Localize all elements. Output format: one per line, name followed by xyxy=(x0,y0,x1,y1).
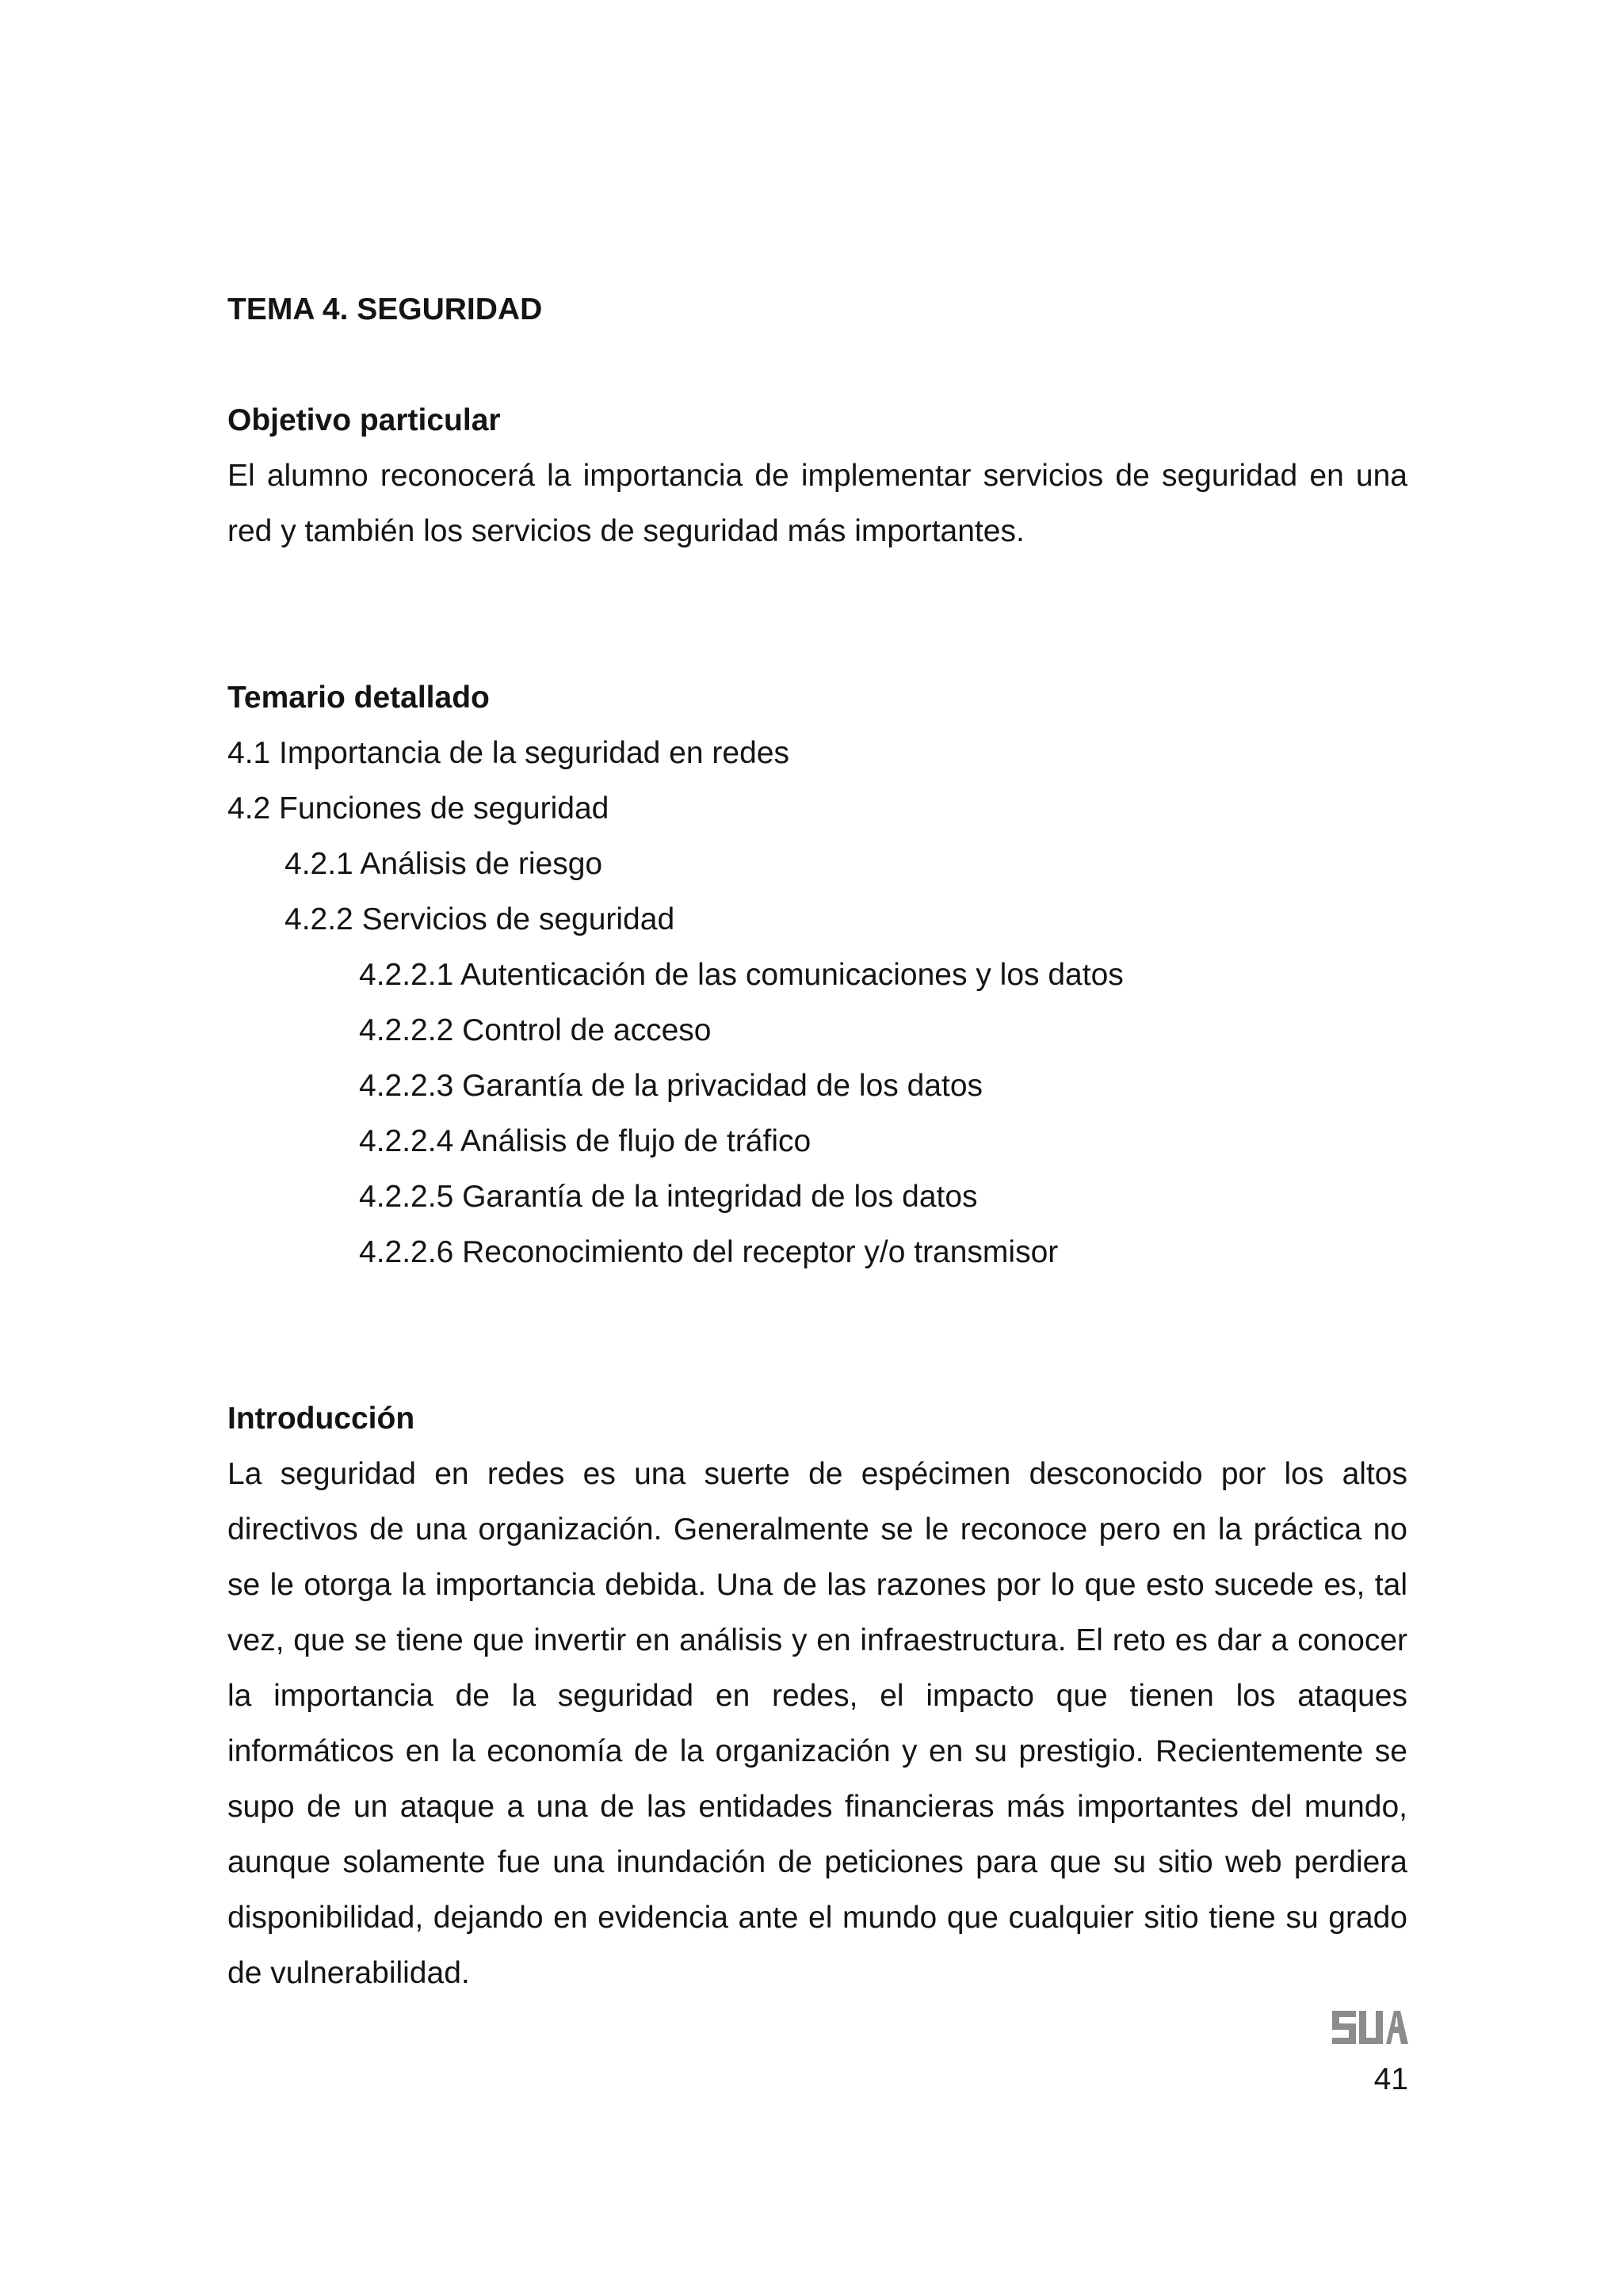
syllabus-list xyxy=(227,726,1407,1280)
syllabus-subsubitem: 4.2.2.4 Análisis de flujo de tráfico xyxy=(359,1124,812,1158)
introduction-text: La seguridad en redes es una suerte de espécimen desconocido por los altos directivos de una organización. Generalmente se le reconoce pero en la práctica no se le otorga la importancia debida. Una de las razones por lo que esto sucede es, tal vez, que se tiene que invertir en análisis y en infraestructura. El reto es dar a conocer la importancia de la seguridad en redes, el impacto que tienen los ataques informáticos en la economía de la organización y en su prestigio. Recientemente se supo de un ataque a una de las entidades financieras más importantes del mundo, aunque solamente fue una inundación de peticiones para que su sitio web perdiera disponibilidad, dejando en evidencia ante el mundo que cualquier sitio tiene su grado de vulnerabilidad. xyxy=(227,1457,1407,1990)
objective-text: El alumno reconocerá la importancia de implementar servicios de seguridad en una red y también los servicios de seguridad más importantes. xyxy=(227,459,1407,548)
syllabus-heading: Temario detallado xyxy=(227,681,490,715)
syllabus-subsubitem: 4.2.2.3 Garantía de la privacidad de los datos xyxy=(359,1069,983,1103)
page-number: 41 xyxy=(1373,2062,1408,2096)
introduction-section xyxy=(227,1391,1407,2001)
objective-heading: Objetivo particular xyxy=(227,403,501,437)
syllabus-subsubitem: 4.2.2.6 Reconocimiento del receptor y/o transmisor xyxy=(359,1235,1059,1269)
syllabus-item: 4.1 Importancia de la seguridad en redes xyxy=(227,736,789,770)
syllabus-subsubitem: 4.2.2.5 Garantía de la integridad de los datos xyxy=(359,1180,978,1214)
syllabus-subsubitem: 4.2.2.1 Autenticación de las comunicaciones y los datos xyxy=(359,958,1124,992)
syllabus-subsubitem: 4.2.2.2 Control de acceso xyxy=(359,1013,712,1047)
chapter-title: TEMA 4. SEGURIDAD xyxy=(227,292,543,326)
introduction-heading: Introducción xyxy=(227,1402,415,1436)
syllabus-item: 4.2 Funciones de seguridad xyxy=(227,791,609,826)
syllabus-subitem: 4.2.1 Análisis de riesgo xyxy=(285,847,603,881)
syllabus-subitem: 4.2.2 Servicios de seguridad xyxy=(285,902,675,936)
objective-section xyxy=(227,393,1407,559)
syllabus-section xyxy=(227,670,1407,1280)
sua-logo-icon xyxy=(1332,2008,1408,2046)
page-content xyxy=(227,282,1407,2001)
